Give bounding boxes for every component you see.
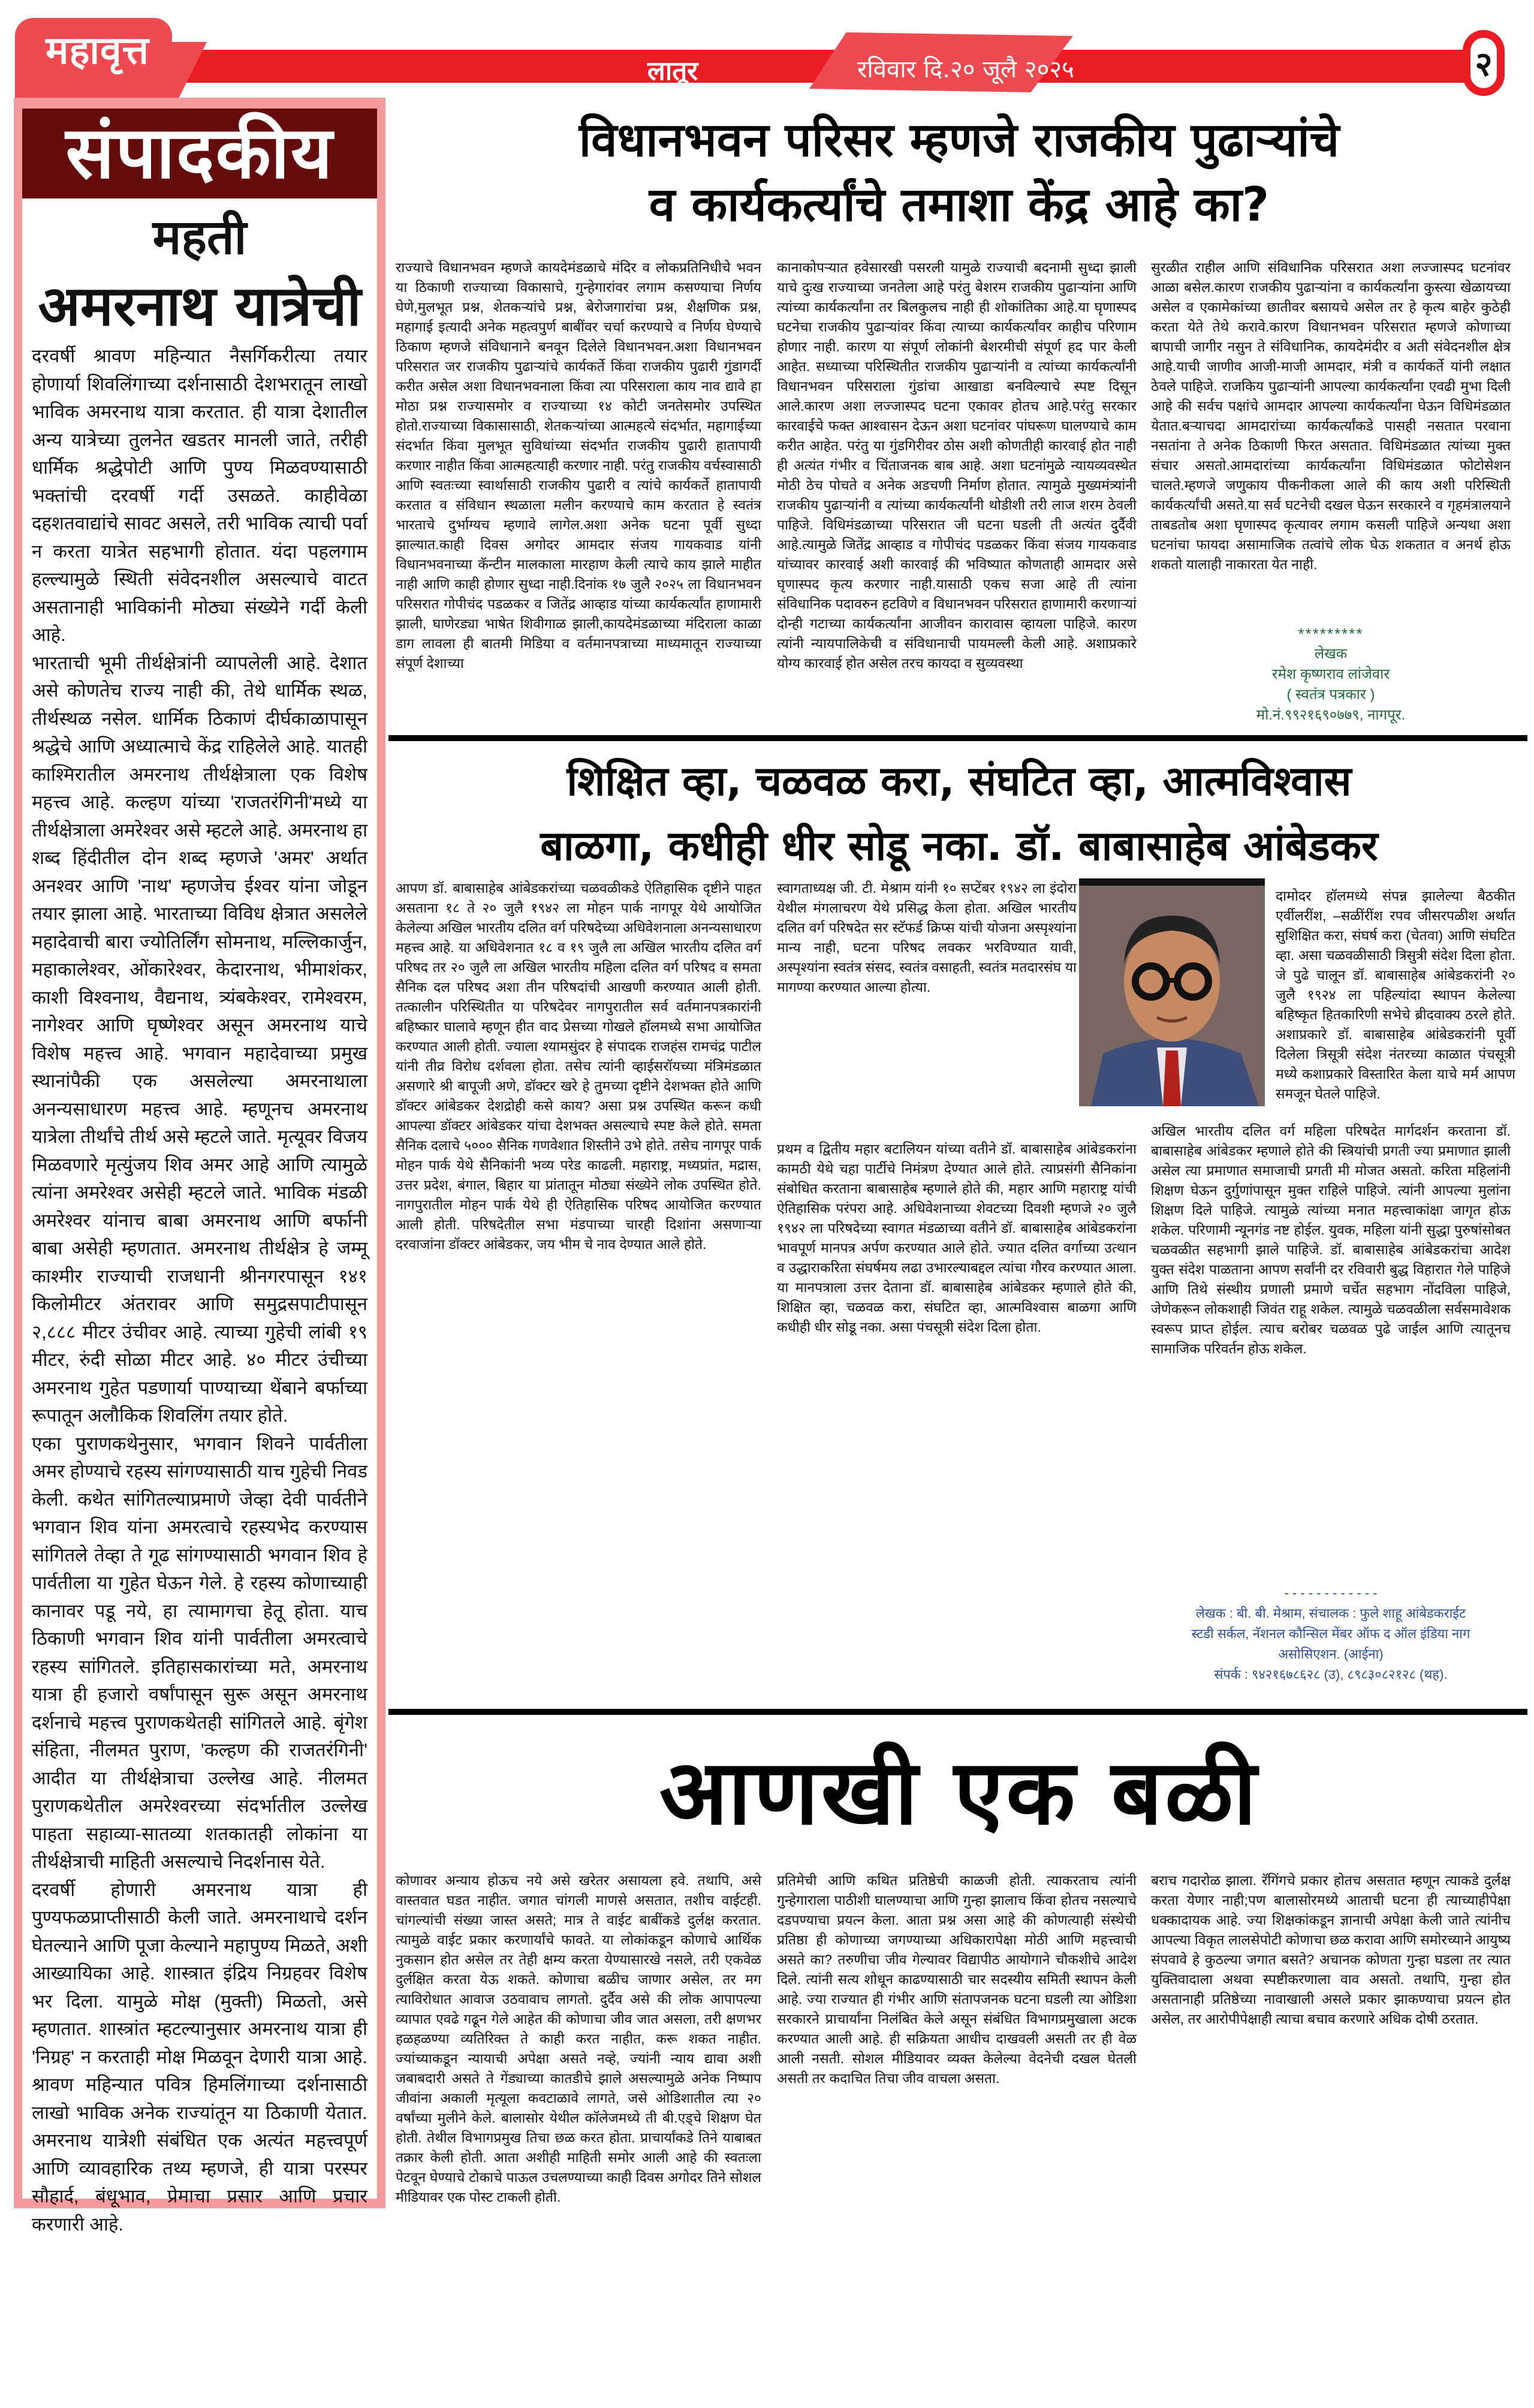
page-number-badge <box>1463 30 1505 96</box>
article1-headline-line2: व कार्यकर्त्यांचे तमाशा केंद्र आहे का? <box>649 178 1270 232</box>
byline-line-3: असोसिएशन. (आईना) <box>1278 1647 1384 1661</box>
masthead <box>0 0 1534 102</box>
section-divider <box>388 735 1527 741</box>
editorial-paragraph: एका पुराणकथेनुसार, भगवान शिवने पार्वतीला अमर होण्याचे रहस्य सांगण्यासाठी याच गुहेची निवड केली. कथेत सांगितल्याप्रमाणे जेव्हा देवी पार्वतीने भगवान शिव यांना अमरत्वाचे रहस्यभेद करण्यास सांगितले तेव्हा ते गूढ सांगण्यासाठी भगवान शिव हे पार्वतीला या गुहेत घेऊन गेले. हे रहस्य कोणाच्याही कानावर पडू नये, हा त्यामागचा हेतू होता. याच ठिकाणी भगवान शिव यांनी पार्वतीला अमरत्वाचे रहस्य सांगितले. इतिहासकारांच्या मते, अमरनाथ यात्रा ही हजारो वर्षांपासून सुरू असून अमरनाथ दर्शनाचे महत्त्व पुराणकथेतही सांगितले आहे. बृंगेश संहिता, नीलमत पुराण, 'कल्हण की राजतरंगिनी' आदीत या तीर्थक्षेत्राचा उल्लेख आहे. नीलमत पुराणकथेतील अमरेश्वरच्या संदर्भातील उल्लेख पाहता सहाव्या-सातव्या शतकातही लोकांना या तीर्थक्षेत्राची माहिती असल्याचे निदर्शनास येते. <box>32 1432 367 1872</box>
editorial-body <box>22 342 377 2238</box>
article2-headline-line1: शिक्षित व्हा, चळवळ करा, संघटित व्हा, आत्मविश्वास <box>566 758 1352 805</box>
article2-column-2-continued: प्रथम व द्वितीय महार बटालियन यांच्या वतीने डॉ. बाबासाहेब आंबेडकरांना कामठी येथे चहा पार्टीचे निमंत्रण देण्यात आले होते. त्याप्रसंगी सैनिकांना संबोधित करताना बाबासाहेब म्हणाले होते की, महार आणि महाराष्ट्र यांची ऐतिहासिक परंपरा आहे. अधिवेशनाच्या शेवटच्या दिवशी म्हणजे २० जुलै १९४२ ला परिषदेच्या स्वागत मंडळाच्या वतीने डॉ. बाबासाहेब आंबेडकरांना भावपूर्ण मानपत्र अर्पण करण्यात आले होते. ज्यात दलित वर्गाच्या उत्थान व उद्धाराकरिता संघर्षमय लढा उभारल्याबद्दल त्यांचा गौरव करण्यात आला. या मानपत्राला उत्तर देताना डॉ. बाबासाहेब आंबेडकर म्हणाले होते की, शिक्षित व्हा, चळवळ करा, संघटित व्हा, आत्मविश्वास बाळगा आणि कधीही धीर सोडू नका. असा पंचसूत्री संदेश दिला होता. <box>777 1141 1137 1335</box>
editorial-paragraph: भारताची भूमी तीर्थक्षेत्रांनी व्यापलेली आहे. देशात असे कोणतेच राज्य नाही की, तेथे धार्मिक स्थळ, तीर्थस्थळ नसेल. धार्मिक ठिकाणं दीर्घकाळापासून श्रद्धेचे आणि अध्यात्माचे केंद्र राहिलेले आहे. यातही काश्मिरातील अमरनाथ तीर्थक्षेत्राला एक विशेष महत्त्व आहे. कल्हण यांच्या 'राजतरंगिनी'मध्ये या तीर्थक्षेत्राला अमरेश्वर असे म्हटले आहे. अमरनाथ हा शब्द हिंदीतील दोन शब्द म्हणजे 'अमर' अर्थात अनश्वर आणि 'नाथ' म्हणजेच ईश्वर यांना जोडून तयार झाला आहे. भारताच्या विविध क्षेत्रात असलेले महादेवाची बारा ज्योतिर्लिंग सोमनाथ, मल्लिकार्जुन, महाकालेश्वर, ओंकारेश्वर, केदारनाथ, भीमाशंकर, काशी विश्वनाथ, वैद्यनाथ, त्र्यंबकेश्वर, रामेश्वरम, नागेश्वर आणि घृष्णेश्वर असून अमरनाथ याचे विशेष महत्त्व आहे. भगवान महादेवाच्या प्रमुख स्थानांपैकी एक असलेल्या अमरनाथाला अनन्यसाधारण महत्त्व आहे. म्हणूनच अमरनाथ यात्रेला तीर्थांचे तीर्थ असे म्हटले जाते. मृत्यूवर विजय मिळवणारे मृत्युंजय शिव अमर आहे आणि त्यामुळे त्यांना अमरेश्वर असेही म्हटले जाते. भाविक मंडळी अमरेश्वर यांनाच बाबा अमरनाथ आणि बर्फानी बाबा असेही म्हणतात. अमरनाथ तीर्थक्षेत्र हे जम्मू काश्मीर राज्याची राजधानी श्रीनगरपासून १४१ किलोमीटर अंतरावर आणि समुद्रसपाटीपासून २,८८८ मीटर उंचीवर आहे. त्याच्या गुहेची लांबी १९ मीटर, रुंदी सोळा मीटर आहे. ४० मीटर उंचीच्या अमरनाथ गुहेत पडणार्या पाण्याच्या थेंबाने बर्फाच्या रूपातून अलौकिक शिवलिंग तयार होते. <box>32 652 367 1426</box>
section-divider <box>388 1709 1527 1715</box>
editorial-paragraph: दरवर्षी होणारी अमरनाथ यात्रा ही पुण्यफळप्राप्तीसाठी केली जाते. अमरनाथाचे दर्शन घेतल्याने आणि पूजा केल्याने महापुण्य मिळते, अशी आख्यायिका आहे. शास्त्रात इंद्रिय निग्रहवर विशेष भर दिला. यामुळे मोक्ष (मुक्ती) मिळतो, असे म्हणतात. शास्त्रांत म्हटल्यानुसार अमरनाथ यात्रा ही 'निग्रह' न करताही मोक्ष मिळवून देणारी यात्रा आहे. श्रावण महिन्यात पवित्र हिमलिंगाच्या दर्शनासाठी लाखो भाविक अनेक राज्यांतून या ठिकाणी येतात. अमरनाथ यात्रेशी संबंधित एक अत्यंत महत्त्वपूर्ण आणि व्यावहारिक तथ्य म्हणजे, ही यात्रा परस्पर सौहार्द, बंधूभाव, प्रेमाचा प्रसार आणि प्रचार करणारी आहे. <box>32 1879 367 2235</box>
article3-column-3: बराच गदारोळ झाला. रॅगिंगचे प्रकार होतच असतात म्हणून त्याकडे दुर्लक्ष करता येणार नाही;पण बालासोरमध्ये आताची घटना ही त्याच्याहीपेक्षा धक्कादायक आहे. ज्या शिक्षकांकडून ज्ञानाची अपेक्षा केली जाते त्यांनीच आपल्या विकृत लालसेपोटी कोणाचा छळ करावा आणि समोरच्याने आयुष्य संपवावे हे कुठल्या जगात बसते? अचानक कोणता गुन्हा घडला तर त्यात युक्तिवादाला अथवा स्पष्टीकरणाला वाव असतो. तथापि, गुन्हा होत असतानाही प्रतिष्ठेच्या नावाखाली असले प्रकार झाकण्याचा प्रयत्न होत असेल, तर आरोपीपेक्षाही त्याचा बचाव करणारे अधिक दोषी ठरतात. <box>1151 1873 1511 2027</box>
article2-headline-line2: बाळगा, कधीही धीर सोडू नका. डॉ. बाबासाहेब आंबेडकर <box>540 823 1378 870</box>
article1-column-2: कानाकोपऱ्यात हवेसारखी पसरली यामुळे राज्याची बदनामी सुध्दा झाली याचे दुःख राज्याच्या जनतेला आहे परंतु बेशरम राजकीय पुढाऱ्यांना आणि त्यांच्या कार्यकर्त्यांना तर बिलकुलच नाही ही शोकांतिका आहे.या घृणास्पद घटनेचा राजकीय पुढाऱ्यांवर किंवा त्याच्या कार्यकर्त्यांवर काहीच परिणाम होणार नाही. कारण या संपूर्ण लोकांनी बेशरमीची संपूर्ण हद पार केली आहेत. सध्याच्या परिस्थितीत राजकीय पुढाऱ्यांनी व त्यांच्या कार्यकर्त्यांनी विधानभवन परिसराला गुंडांचा आखाडा बनविल्याचे स्पष्ट दिसून आले.कारण अशा लज्जास्पद घटना एकावर होतच आहे.परंतु सरकार कारवाईचे फक्त आश्वासन देऊन अशा घटनांवर पांघरूण घालण्याचे काम करीत आहेत. परंतु या गुंडगिरीवर ठोस अशी कोणतीही कारवाई होत नाही ही अत्यंत गंभीर व चिंताजनक बाब आहे. अशा घटनांमुळे न्यायव्यवस्थेत मोठी ठेच पोचते व अनेक अडचणी निर्माण होतात. त्यामुळे मुख्यमंत्र्यांनी राजकीय पुढाऱ्यांनी व त्यांच्या कार्यकर्त्यांनी थोडीशी तरी लाज शरम ठेवली पाहिजे. विधिमंडळाच्या परिसरात जी घटना घडली ती अत्यंत दुर्दैवी आहे.त्यामुळे जितेंद्र आव्हाड व गोपीचंद पडळकर किंवा संजय गायकवाड यांच्यावर कारवाई अशी कारवाई की भविष्यात कोणताही आमदार असे घृणास्पद कृत्य करणार नाही.यासाठी एकच सजा आहे ती त्यांना संविधानिक पदावरुन हटविणे व विधानभवन परिसरात हाणामारी करणाऱ्यां दोन्ही गटाच्या कार्यकर्त्यांना आजीवन कारावास व्हायला पाहिजे. कारण त्यांनी न्यायपालिकेची व संविधानाची पायमल्ली केली आहे. अशाप्रकारे योग्य कारवाई होत असेल तरच कायदा व सुव्यवस्था <box>777 260 1137 671</box>
paper-logo: महावृत्त <box>46 29 149 73</box>
byline-label: लेखक <box>1314 646 1348 662</box>
byline-contact: मो.नं.९९२१६९०७७९, नागपूर. <box>1256 707 1406 723</box>
article2-column-1: आपण डॉ. बाबासाहेब आंबेडकरांच्या चळवळीकडे ऐतिहासिक दृष्टीने पाहत असताना १८ ते २० जुलै १९४२ ला मोहन पार्क नागपूर येथे आयोजित केलेल्या अखिल भारतीय दलित वर्ग परिषदेच्या अधिवेशनाला अनन्यसाधारण महत्त्व आहे. या अधिवेशनात १८ व १९ जुलै ला अखिल भारतीय दलित वर्ग परिषद तर २० जुलै ला अखिल भारतीय महिला दलित वर्ग परिषद व समता सैनिक दल परिषद अशा तीन परिषदांची आखणी करण्यात आली होती. तत्कालीन परिस्थितीत या परिषदेवर नागपुरातील सर्व वर्तमानपत्रकारांनी बहिष्कार घालावे म्हणून हीत वाद प्रेसच्या गोखले हॉलमध्ये सभा आयोजित करण्यात आली होती. ज्याला श्यामसुंदर हे संपादक राजहंस रामचंद्र पाटील यांनी तीव्र विरोध दर्शवला होता. तसेच त्यांनी व्हाईसरॉयच्या मंत्रिमंडळात असणारे श्री बापूजी अणे, डॉक्टर खरे हे तुमच्या दृष्टीने देशभक्त होते आणि डॉक्टर आंबेडकर देशद्रोही कसे काय? असा प्रश्न उपस्थित करून कधी आपल्या डॉक्टर आंबेडकर यांचा देशभक्त असल्याचे स्पष्ट केले होते. समता सैनिक दलाचे ५००० सैनिक गणवेशात शिस्तीने उभे होते. तसेच नागपूर पार्क मोहन पार्क येथे सैनिकांनी भव्य परेड काढली. महाराष्ट्र, मध्यप्रांत, मद्रास, उत्तर प्रदेश, बंगाल, बिहार या प्रांतातून मोठ्या संख्येने लोक उपस्थित होते. नागपुरातील मोहन पार्क येथे ही ऐतिहासिक परिषद आयोजित करण्यात आली होती. परिषदेतील सभा मंडपाच्या चारही दिशांना असणाऱ्या दरवाजांना डॉक्टर आंबेडकर, जय भीम चे नाव देण्यात आले होते. <box>396 880 761 1252</box>
edition-city: लातूर <box>647 56 698 86</box>
article1-headline <box>396 108 1523 237</box>
editorial-title: अमरनाथ यात्रेची <box>38 274 361 338</box>
article2-column-3-continued: अखिल भारतीय दलित वर्ग महिला परिषदेत मार्गदर्शन करताना डॉ. बाबासाहेब आंबेडकर म्हणाले होते की स्त्रियांची प्रगती ज्या प्रमाणात झाली असेल त्या प्रमाणात समाजाची प्रगती मी मोजत असतो. करिता महिलांनी शिक्षण घेऊन दुर्गुणांपासून मुक्त राहिले पाहिजे. त्यांनी आपल्या मुलांना शिक्षण दिले पाहिजे. त्यामुळे त्यांच्या मनात महत्त्वाकांक्षा जागृत होऊ शकेल. परिणामी न्यूनगंड नष्ट होईल. युवक, महिला यांनी सुद्धा पुरुषांसोबत चळवळीत सहभागी झाले पाहिजे. डॉ. बाबासाहेब आंबेडकरांचा आदेश युक्त संदेश पाळताना आपण सर्वांनी दर रविवारी बुद्ध विहारात गेले पाहिजे आणि तिथे संस्थीय प्रणाली प्रमाणे चर्चेत सहभाग नोंदविला पाहिजे, जेणेकरून लोकशाही जिवंत राहू शकेल. त्यामुळे चळवळीला सर्वसमावेशक स्वरूप प्राप्त होईल. त्याच बरोबर चळवळ पुढे जाईल आणि त्यातूनच सामाजिक परिवर्तन होऊ शकेल. <box>1151 1123 1511 1356</box>
byline-line-1: लेखक : बी. बी. मेश्राम, संचालक : फुले शाहू आंबेडकराईट <box>1195 1606 1466 1621</box>
editorial-paragraph: दरवर्षी श्रावण महिन्यात नैसर्गिकरीत्या तयार होणार्या शिवलिंगाच्या दर्शनासाठी देशभरातून लाखो भाविक अमरनाथ यात्रा करतात. ही यात्रा देशातील अन्य यात्रेच्या तुलनेत खडतर मानली जाते, तरीही धार्मिक श्रद्धेपोटी आणि पुण्य मिळवण्यासाठी भक्तांची दरवर्षी गर्दी उसळते. काहीवेळा दहशतवाद्यांचे सावट असले, तरी भाविक त्याची पर्वा न करता यात्रेत सहभागी होतात. यंदा पहलगाम हल्ल्यामुळे स्थिती संवेदनशील असल्याचे वाटत असतानाही भाविकांनी मोठ्या संख्येने गर्दी केली आहे. <box>32 345 367 645</box>
article1-column-3: सुरळीत राहील आणि संविधानिक परिसरात अशा लज्जास्पद घटनांवर आळा बसेल.कारण राजकीय पुढाऱ्यांना व कार्यकर्त्यांना कुस्त्या खेळायच्या असेल व एकामेकांच्या छातीवर बसायचे असेल तर हे कृत्य बाहेर कुठेही करता येते तेथे करावे.कारण विधानभवन परिसरात म्हणजे कोणाच्या बापाची जागीर नसुन ते संविधानिक, कायदेमंदीर व अती संवेदनशील क्षेत्र आहे.याची जाणीव आजी-माजी आमदार, मंत्री व कार्यकर्ते यांनी लक्षात ठेवले पाहिजे. राजकिय पुढाऱ्यांनी आपल्या कार्यकर्त्यांना एवढी मुभा दिली आहे की सर्वच पक्षांचे आमदार आपल्या कार्यकर्त्यांना घेऊन विधिमंडळात येतात.बऱ्याचदा आमदारांच्या कार्यकर्त्यांकडे पासही नसतात परवाना नसतांना ते अनेक ठिकाणी फिरत असतात. विधिमंडळात त्यांच्या मुक्त संचार असतो.आमदारांच्या कार्यकर्त्यांना विधिमंडळात फोटोसेशन चालते.म्हणजे जणुकाय पीकनीकला आले की काय अशी परिस्थिती कार्यकर्त्यांची असते.या सर्व घटनेची दखल घेऊन सरकारने व गृहमंत्रालयाने ताबडतोब अशा घृणास्पद कृत्यावर लगाम कसली पाहिजे अन्यथा अशा घटनांचा फायदा असामाजिक तत्वांचे लोक घेऊ शकतात व अनर्थ होऊ शकतो यालाही नाकारता येत नाही. <box>1151 260 1511 572</box>
editorial-section-label: संपादकीय <box>22 109 377 198</box>
byline-divider: - - - - - - - - - - - - <box>1284 1585 1378 1600</box>
masthead-red-band <box>15 50 1502 83</box>
byline-contact: संपर्क : ९४२१६७८६२८ (उ), ८९८३०८२१२८ (थह). <box>1214 1667 1448 1682</box>
byline-author: रमेश कृष्णराव लांजेवार <box>1271 666 1390 682</box>
editorial-inner <box>22 109 377 2235</box>
article2-byline <box>1151 1583 1511 1685</box>
editorial-kicker: महती <box>152 209 247 265</box>
article1-byline <box>1151 624 1511 726</box>
article2-column-2: स्वागताध्यक्ष जी. टी. मेश्राम यांनी १० सप्टेंबर १९४२ ला इंदोरा येथील मंगलाचरण येथे प्रसिद्ध केला होता. अखिल भारतीय दलित वर्ग परिषदेत सर स्टॅफर्ड क्रिप्स यांची योजना अस्पृश्यांना मान्य नाही, घटना परिषद लवकर भरविण्यात यावी, अस्पृश्यांना स्वतंत्र संसद, स्वतंत्र वसाहती, स्वतंत्र मतदारसंघ या मागण्या करण्यात आल्या होत्या. <box>777 880 1077 995</box>
byline-stars-divider: ********* <box>1298 625 1364 643</box>
byline-role: ( स्वतंत्र पत्रकार ) <box>1286 687 1375 703</box>
page-number: २ <box>1470 38 1497 88</box>
article3-column-1: कोणावर अन्याय होऊच नये असे खरेतर असायला हवे. तथापि, असे वास्तवात घडत नाहीत. जगात चांगली माणसे असतात, तशीच वाईटही. चांगल्यांची संख्या जास्त असते; मात्र ते वाईट बाबींकडे दुर्लक्ष करतात. त्यामुळे वाईट प्रकार करणार्यांचे फावते. या लोकांकडून कोणाचे आर्थिक नुकसान होत असेल तर तेही क्षम्य करता येण्यासारखे नसले, तरी एकवेळ दुर्लक्षित करता येऊ शकते. कोणाचा बळीच जाणार असेल, तर मग त्याविरोधात आवाज उठवावाच लागतो. दुर्दैव असे की लोक आपापल्या व्यापात एवढे गढून गेले आहेत की कोणाचा जीव जात असला, तरी क्षणभर हळहळण्या व्यतिरिक्त ते काही करत नाहीत, करू शकत नाहीत. ज्यांच्याकडून न्यायाची अपेक्षा असते नव्हे, ज्यांनी न्याय द्यावा अशी जबाबदारी असते ते गेंड्याच्या कातडीचे झाले असल्यामुळे अनेक निष्पाप जीवांना अकाली मृत्यूला कवटाळावे लागते, जसे ओडिशातील त्या २० वर्षांच्या मुलीने केले. बालासोर येथील कॉलेजमध्ये ती बी.एड्चे शिक्षण घेत होती. तेथील विभागप्रमुख तिचा छळ करत होता. प्राचार्यांकडे तिने याबाबत तक्रार केली होती. आता अशीही माहिती समोर आली आहे की स्वतःला पेटवून घेण्याचे टोकाचे पाऊल उचलण्याच्या काही दिवस अगोदर तिने सोशल मीडियावर एक पोस्ट टाकली होती. <box>396 1873 761 2205</box>
article3-headline: आणखी एक बळी <box>659 1741 1259 1845</box>
article1-column-1: राज्याचे विधानभवन म्हणजे कायदेमंडळाचे मंदिर व लोकप्रतिनिधीचे भवन या ठिकाणी राज्याच्या विकासाचे, गुन्हेगारांवर लगाम कसण्याचा निर्णय घेणे,मुलभूत प्रश्न, शेतकऱ्यांचे प्रश्न, बेरोजगारांचा प्रश्न, शैक्षणिक प्रश्न, महागाई इत्यादी अनेक महत्वपुर्ण बाबींवर चर्चा करण्याचे व निर्णय घेण्याचे ठिकाण म्हणजे संविधानाने बनवून दिलेले विधानभवन.अशा विधानभवन परिसरात जर राजकीय पुढाऱ्यांचे कार्यकर्ते किंवा राजकीय पुढारी गुंडागर्दी करीत असेल अशा विधानभवनाला किंवा त्या परिसराला काय नाव द्यावे हा मोठा प्रश्न राज्यासमोर व राज्याच्या १४ कोटी जनतेसमोर उपस्थित होतो.राज्याच्या विकासासाठी, शेतकऱ्यांच्या आत्महत्ये संदर्भात, महागाईच्या संदर्भात किंवा मुलभूत सुविधांच्या संदर्भात राजकीय पुढारी हातापायी करणार नाहीत किंवा आत्महत्याही करणार नाही. परंतु राजकीय वर्चस्वासाठी आणि स्वतःच्या स्वार्थासाठी राजकीय पुढारी व त्यांचे कार्यकर्ते हातापायी करतात व संविधान स्थळाला मलीन करण्याचे काम करतात हे स्वतंत्र भारताचे दुर्भाग्यच म्हणावे लागेल.अशा अनेक घटना पूर्वी सुध्दा झाल्यात.काही दिवस अगोदर आमदार संजय गायकवाड यांनी विधानभवनाच्या कॅन्टीन मालकाला मारहाण केली त्याचे काय झाले माहीत नाही आणि काही होणार सुध्दा नाही.दिनांक १७ जुलै २०२५ ला विधानभवन परिसरात गोपीचंद पडळकर व जितेंद्र आव्हाड यांच्या कार्यकर्त्यांत हाणामारी झाली, घाणेरड्या भाषेत शिवीगाळ झाली,कायदेमंडळाच्या मंदिराला काळा डाग लावला ही बातमी मिडिया व वर्तमानपत्राच्या माध्यमातून राज्याच्या संपूर्ण देशाच्या <box>396 260 761 671</box>
editorial-column <box>14 98 385 2235</box>
portrait-illustration-icon <box>1079 886 1265 1106</box>
article2-headline <box>396 750 1523 879</box>
byline-line-2: स्टडी सर्कल, नॅशनल कौन्सिल मेंबर ऑफ द ऑल इंडिया नाग <box>1191 1626 1470 1641</box>
article2-column-3: दामोदर हॉलमध्ये संपन्न झालेल्या बैठकीत एर्वीलरींश, –सळींरींश रपव जीसरपळीश अर्थात सुशिक्षित करा, संघर्ष करा (चेतवा) आणि संघटित व्हा. असा चळवळीसाठी त्रिसुत्री संदेश दिला होता. जे पुढे चालून डॉ. बाबासाहेब आंबेडकरांनी २० जुलै १९२४ ला पहिल्यांदा स्थापन केलेल्या बहिष्कृत हितकारिणी सभेचे ब्रीदवाक्य ठरले होते. अशाप्रकारे डॉ. बाबासाहेब आंबेडकरांनी पूर्वी दिलेला त्रिसूत्री संदेश नंतरच्या काळात पंचसूत्री मध्ये कशाप्रकारे विस्तारित केला याचे मर्म आपण समजून घेतले पाहिजे. <box>1276 888 1515 1101</box>
article1-headline-line1: विधानभवन परिसर म्हणजे राजकीय पुढाऱ्यांचे <box>578 113 1340 167</box>
issue-date: रविवार दि.२० जूलै २०२५ <box>857 56 1074 83</box>
ambedkar-portrait-photo <box>1079 878 1265 1106</box>
article3-column-2: प्रतिमेची आणि कथित प्रतिष्ठेची काळजी होती. त्याकरताच त्यांनी गुन्हेगाराला पाठीशी घालण्याचा आणि गुन्हा झालाच किंवा होतच नसल्याचे दडपण्याचा प्रयत्न केला. आता प्रश्न असा आहे की कोणत्याही संस्थेची प्रतिष्ठा ही कोणाच्या जगण्याच्या अधिकारापेक्षा मोठी आणि महत्त्वाची असते का? तरुणीचा जीव गेल्यावर विद्यापीठ आयोगाने चौकशीचे आदेश दिले. त्यांनी सत्य शोधून काढण्यासाठी चार सदस्यीय समिती स्थापन केली आहे. ज्या राज्यात ही गंभीर आणि संतापजनक घटना घडली त्या ओडिशा सरकारने प्राचार्यांना निलंबित केले असून संबंधित विभागप्रमुखाला अटक करण्यात आली आहे. ही सक्रियता आधीच दाखवली असती तर ही वेळ आली नसती. सोशल मीडियावर व्यक्त केलेल्या वेदनेची दखल घेतली असती तर कदाचित तिचा जीव वाचला असता. <box>777 1873 1137 2086</box>
